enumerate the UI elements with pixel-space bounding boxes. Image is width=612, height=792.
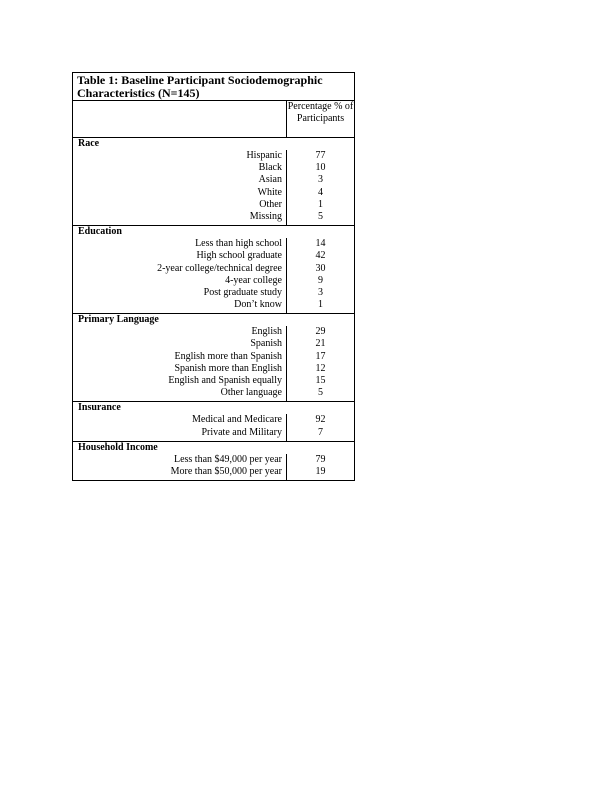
table-section [73,402,354,441]
row-percentage: 30 [315,262,326,274]
table-row [73,326,354,338]
row-percentage: 14 [315,238,326,250]
row-percentage: 42 [315,250,326,262]
row-label: Hispanic [73,150,287,162]
header-label-cell [73,101,287,137]
spacer-cell [73,311,287,313]
table-header-row [73,101,354,138]
spacer-cell [73,223,287,225]
row-label: Asian [73,174,287,186]
row-label: 4-year college [73,275,287,287]
table-row [73,454,354,466]
section-spacer [73,478,354,480]
section-title: Education [78,226,122,238]
row-label: Less than high school [73,238,287,250]
table-row [73,250,354,262]
table-row [73,150,354,162]
row-percentage: 12 [315,362,326,374]
table-row [73,338,354,350]
row-label: Other language [73,387,287,399]
table-row [73,162,354,174]
row-label: More than $50,000 per year [73,466,287,478]
row-label: Spanish more than English [73,363,287,375]
row-percentage: 19 [315,465,326,477]
table-title: Table 1: Baseline Participant Sociodemographic Characteristics (N=145) [73,73,354,101]
row-label: Other [73,199,287,211]
row-percentage: 15 [315,375,326,386]
row-percentage: 1 [318,198,323,210]
table-section [73,138,354,226]
row-label: Missing [73,211,287,223]
row-label: Post graduate study [73,287,287,299]
row-label: Spanish [73,338,287,350]
row-percentage: 7 [318,426,323,438]
percentage-column-header: Percentage % of Participants [287,101,354,124]
row-label: White [73,187,287,199]
table-row [73,275,354,287]
table-row [73,187,354,199]
table-body [73,138,354,480]
table-row [73,375,354,387]
row-label: Private and Military [73,427,287,439]
row-label: High school graduate [73,250,287,262]
row-label: Less than $49,000 per year [73,454,287,466]
row-percentage: 5 [318,210,323,222]
table-section [73,226,354,314]
row-percentage: 4 [318,186,323,198]
row-label: Medical and Medicare [73,414,287,426]
table-section [73,314,354,402]
row-label: English more than Spanish [73,351,287,363]
table-row [73,263,354,275]
row-percentage: 9 [318,274,323,286]
spacer-cell [73,439,287,441]
row-label: English [73,326,287,338]
table-row [73,174,354,186]
row-percentage: 3 [318,174,323,186]
row-percentage: 3 [318,286,323,298]
row-label: Don’t know [73,299,287,311]
section-spacer [73,399,354,401]
row-label: 2-year college/technical degree [73,263,287,275]
table-row [73,414,354,426]
row-percentage: 77 [315,150,326,161]
table-row [73,427,354,439]
row-percentage: 17 [315,350,326,362]
row-percentage: 92 [315,414,326,426]
demographics-table [72,72,355,481]
row-percentage: 5 [318,387,323,399]
spacer-cell [73,478,287,480]
table-row [73,299,354,311]
row-label: English and Spanish equally [73,375,287,387]
table-row [73,351,354,363]
section-title: Race [78,138,100,149]
section-title: Household Income [78,441,158,453]
table-row [73,199,354,211]
table-row [73,387,354,399]
table-row [73,211,354,223]
table-row [73,466,354,478]
table-row [73,363,354,375]
row-percentage: 79 [315,453,326,465]
spacer-cell [73,399,287,401]
section-spacer [73,311,354,313]
row-percentage: 10 [315,162,326,174]
section-spacer [73,223,354,225]
row-percentage: 21 [315,338,326,350]
row-percentage: 29 [315,326,326,338]
section-spacer [73,439,354,441]
table-section [73,442,354,480]
section-title: Insurance [78,402,121,414]
section-title: Primary Language [78,314,159,326]
table-row [73,287,354,299]
table-row [73,238,354,250]
row-label: Black [73,162,287,174]
row-percentage: 1 [318,299,323,311]
